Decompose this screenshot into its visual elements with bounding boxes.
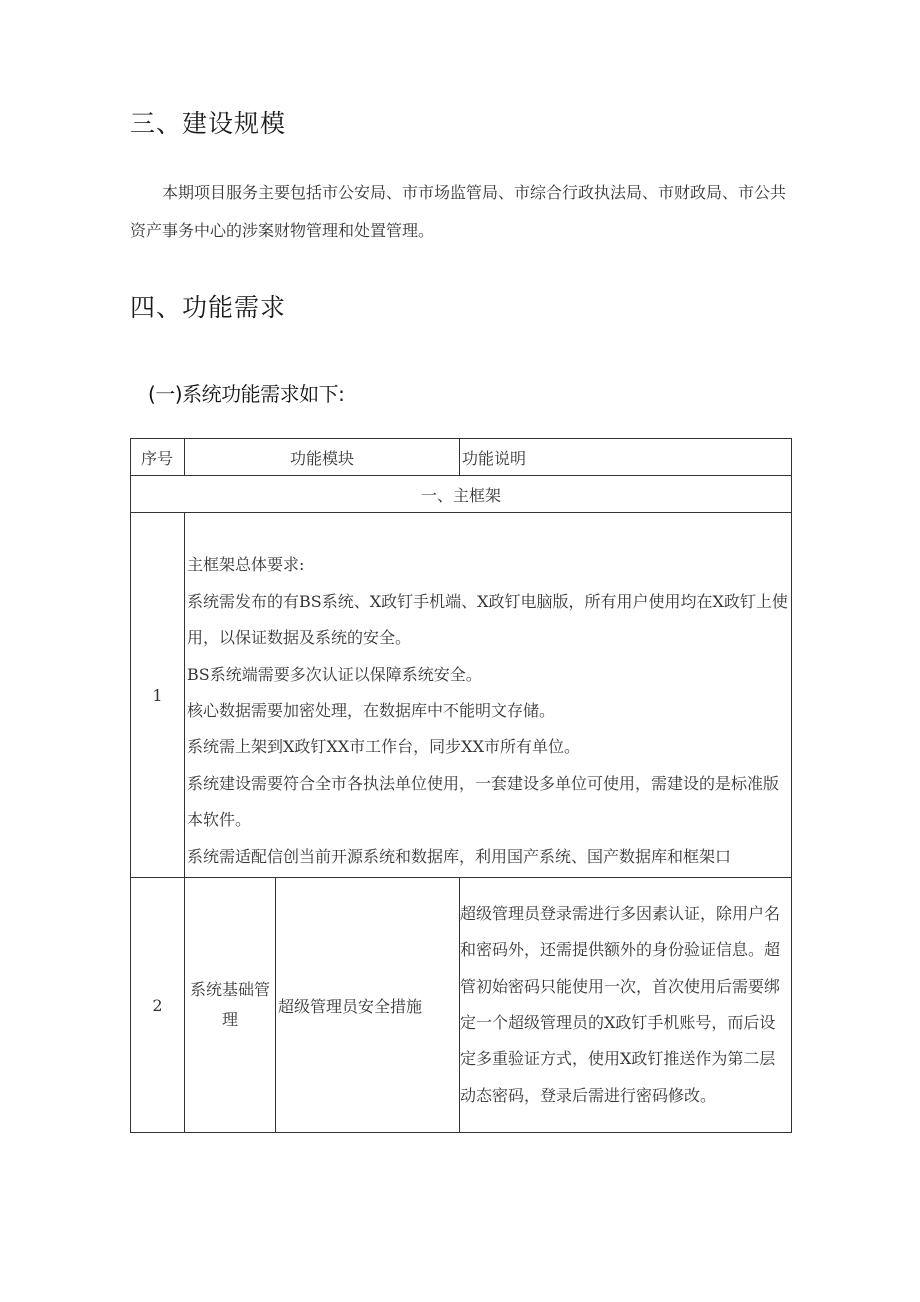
row-index: 1 <box>131 513 185 878</box>
table-row <box>131 513 792 878</box>
row-content <box>185 513 792 878</box>
row-index: 2 <box>131 878 185 1133</box>
sub-heading-system-requirements: (一)系统功能需求如下: <box>148 382 345 406</box>
table-row <box>131 878 792 1133</box>
scale-paragraph: 本期项目服务主要包括市公安局、市市场监管局、市综合行政执法局、市财政局、市公共资产事务中心的涉案财物管理和处置管理。 <box>130 183 787 240</box>
content-line: 系统需适配信创当前开源系统和数据库，利用国产系统、国产数据库和框架口 <box>187 846 732 866</box>
section-heading-functional-requirements: 四、功能需求 <box>130 293 287 322</box>
table-group-row <box>131 476 792 513</box>
content-line: 系统建设需要符合全市各执法单位使用，一套建设多单位可使用，需建设的是标准版本软件。 <box>187 773 780 830</box>
requirements-table <box>130 438 792 1133</box>
content-line: 核心数据需要加密处理，在数据库中不能明文存储。 <box>187 700 556 720</box>
header-module: 功能模块 <box>185 439 460 476</box>
header-index: 序号 <box>131 439 185 476</box>
content-line: 系统需发布的有BS系统、X政钉手机端、X政钉电脑版，所有用户使用均在X政钉上使用，以保证数据及系统的安全。 <box>187 591 788 648</box>
group-title-main-framework: 一、主框架 <box>131 476 792 513</box>
row-description: 超级管理员登录需进行多因素认证，除用户名和密码外，还需提供额外的身份验证信息。超管初始密码只能使用一次，首次使用后需要绑定一个超级管理员的X政钉手机账号，而后设定多重验证方式，使用X政钉推送作为第二层动态密码，登录后需进行密码修改。 <box>460 878 792 1133</box>
header-description: 功能说明 <box>460 439 792 476</box>
content-line: 主框架总体要求: <box>187 555 305 575</box>
content-line: 系统需上架到X政钉XX市工作台，同步XX市所有单位。 <box>187 737 580 757</box>
section-heading-scale: 三、建设规模 <box>130 109 287 138</box>
row-module: 超级管理员安全措施 <box>276 878 460 1133</box>
row-category: 系统基础管理 <box>185 878 276 1133</box>
table-header-row <box>131 439 792 476</box>
content-line: BS系统端需要多次认证以保障系统安全。 <box>187 664 482 684</box>
